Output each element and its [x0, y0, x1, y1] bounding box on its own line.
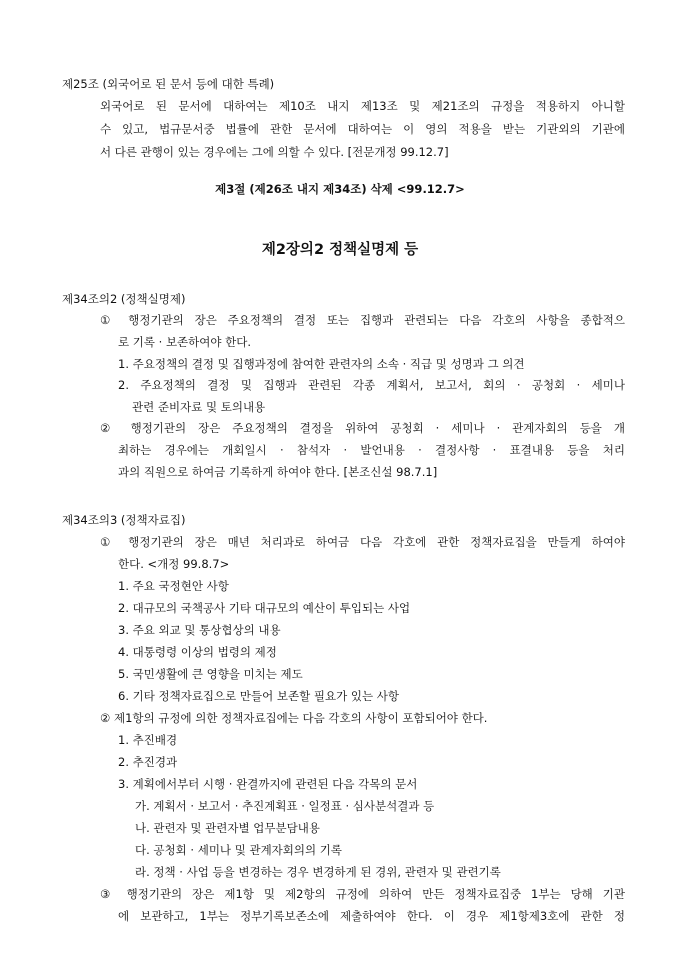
article-34-3-subitem-ra: 라. 정책 · 사업 등을 변경하는 경우 변경하게 된 경위, 관련자 및 관련기록: [135, 865, 501, 879]
article-34-2-para-2-line-2: 최하는 경우에는 개회일시 · 참석자 · 발언내용 · 결정사항 · 표결내용 등을 처리: [118, 443, 625, 457]
article-34-2-para-1-line-2: 로 기록 · 보존하여야 한다.: [118, 335, 252, 349]
article-34-2-item-1: 1. 주요정책의 결정 및 집행과정에 참여한 관련자의 소속 · 직급 및 성명과 그 의견: [118, 357, 525, 371]
article-34-2-heading: 제34조의2 (정책실명제): [62, 292, 186, 306]
article-34-3-para-3-line-1: ③ 행정기관의 장은 제1항 및 제2항의 규정에 의하여 만든 정책자료집중 1부는 당해 기관: [100, 887, 625, 901]
article-34-3-para-2: ② 제1항의 규정에 의한 정책자료집에는 다음 각호의 사항이 포함되어야 한다.: [100, 711, 488, 725]
article-34-3-subitem-da: 다. 공청회 · 세미나 및 관계자회의의 기록: [135, 843, 342, 857]
article-34-3-para-2-item-3: 3. 계획에서부터 시행 · 완결까지에 관련된 다음 각목의 문서: [118, 777, 418, 791]
article-34-3-subitem-na: 나. 관련자 및 관련자별 업무분담내용: [135, 821, 320, 835]
article-34-2-para-1-line-1: ① 행정기관의 장은 주요정책의 결정 또는 집행과 관련되는 다음 각호의 사항을 종합적으: [100, 313, 625, 327]
article-34-3-para-1-line-1: ① 행정기관의 장은 매년 처리과로 하여금 다음 각호에 관한 정책자료집을 만들게 하여야: [100, 535, 625, 549]
article-34-2-para-2-line-1: ② 행정기관의 장은 주요정책의 결정을 위하여 공청회 · 세미나 · 관계자회의 등을 개: [100, 421, 625, 435]
article-25-line-2: 수 있고, 법규문서중 법률에 관한 문서에 대하여는 이 영의 적용을 받는 기관외의 기관에: [100, 122, 625, 136]
section-3-deleted: 제3절 (제26조 내지 제34조) 삭제 <99.12.7>: [215, 182, 465, 196]
article-34-2-item-2: 2. 주요정책의 결정 및 집행과 관련된 각종 계획서, 보고서, 회의 · 공청회 · 세미나: [118, 378, 625, 392]
article-25-line-3: 서 다른 관행이 있는 경우에는 그에 의할 수 있다. [전문개정 99.12.7]: [100, 145, 449, 159]
article-34-3-item-5: 5. 국민생활에 큰 영향을 미치는 제도: [118, 667, 303, 681]
article-34-3-item-3: 3. 주요 외교 및 통상협상의 내용: [118, 623, 281, 637]
article-34-2-para-2-line-3: 과의 직원으로 하여금 기록하게 하여야 한다. [본조신설 98.7.1]: [118, 465, 438, 479]
article-34-3-item-4: 4. 대통령령 이상의 법령의 제정: [118, 645, 277, 659]
article-34-3-heading: 제34조의3 (정책자료집): [62, 513, 186, 527]
article-34-3-item-2: 2. 대규모의 국책공사 기타 대규모의 예산이 투입되는 사업: [118, 601, 411, 615]
article-34-3-item-1: 1. 주요 국정현안 사항: [118, 579, 229, 593]
article-34-3-para-2-item-1: 1. 추진배경: [118, 733, 178, 747]
article-34-3-para-3-line-2: 에 보관하고, 1부는 정부기록보존소에 제출하여야 한다. 이 경우 제1항제3호에 관한 정: [118, 909, 625, 923]
article-34-3-para-1-line-2: 한다. <개정 99.8.7>: [118, 557, 230, 571]
article-34-3-subitem-ga: 가. 계획서 · 보고서 · 추진계획표 · 일정표 · 심사분석결과 등: [135, 799, 435, 813]
article-34-2-item-2-cont: 관련 준비자료 및 토의내용: [132, 400, 266, 414]
chapter-heading: 제2장의2 정책실명제 등: [261, 242, 419, 258]
article-25-heading: 제25조 (외국어로 된 문서 등에 대한 특례): [62, 77, 275, 91]
article-34-3-item-6: 6. 기타 정책자료집으로 만들어 보존할 필요가 있는 사항: [118, 689, 399, 703]
article-34-3-para-2-item-2: 2. 추진경과: [118, 755, 178, 769]
article-25-line-1: 외국어로 된 문서에 대하여는 제10조 내지 제13조 및 제21조의 규정을 적용하지 아니할: [100, 99, 625, 113]
